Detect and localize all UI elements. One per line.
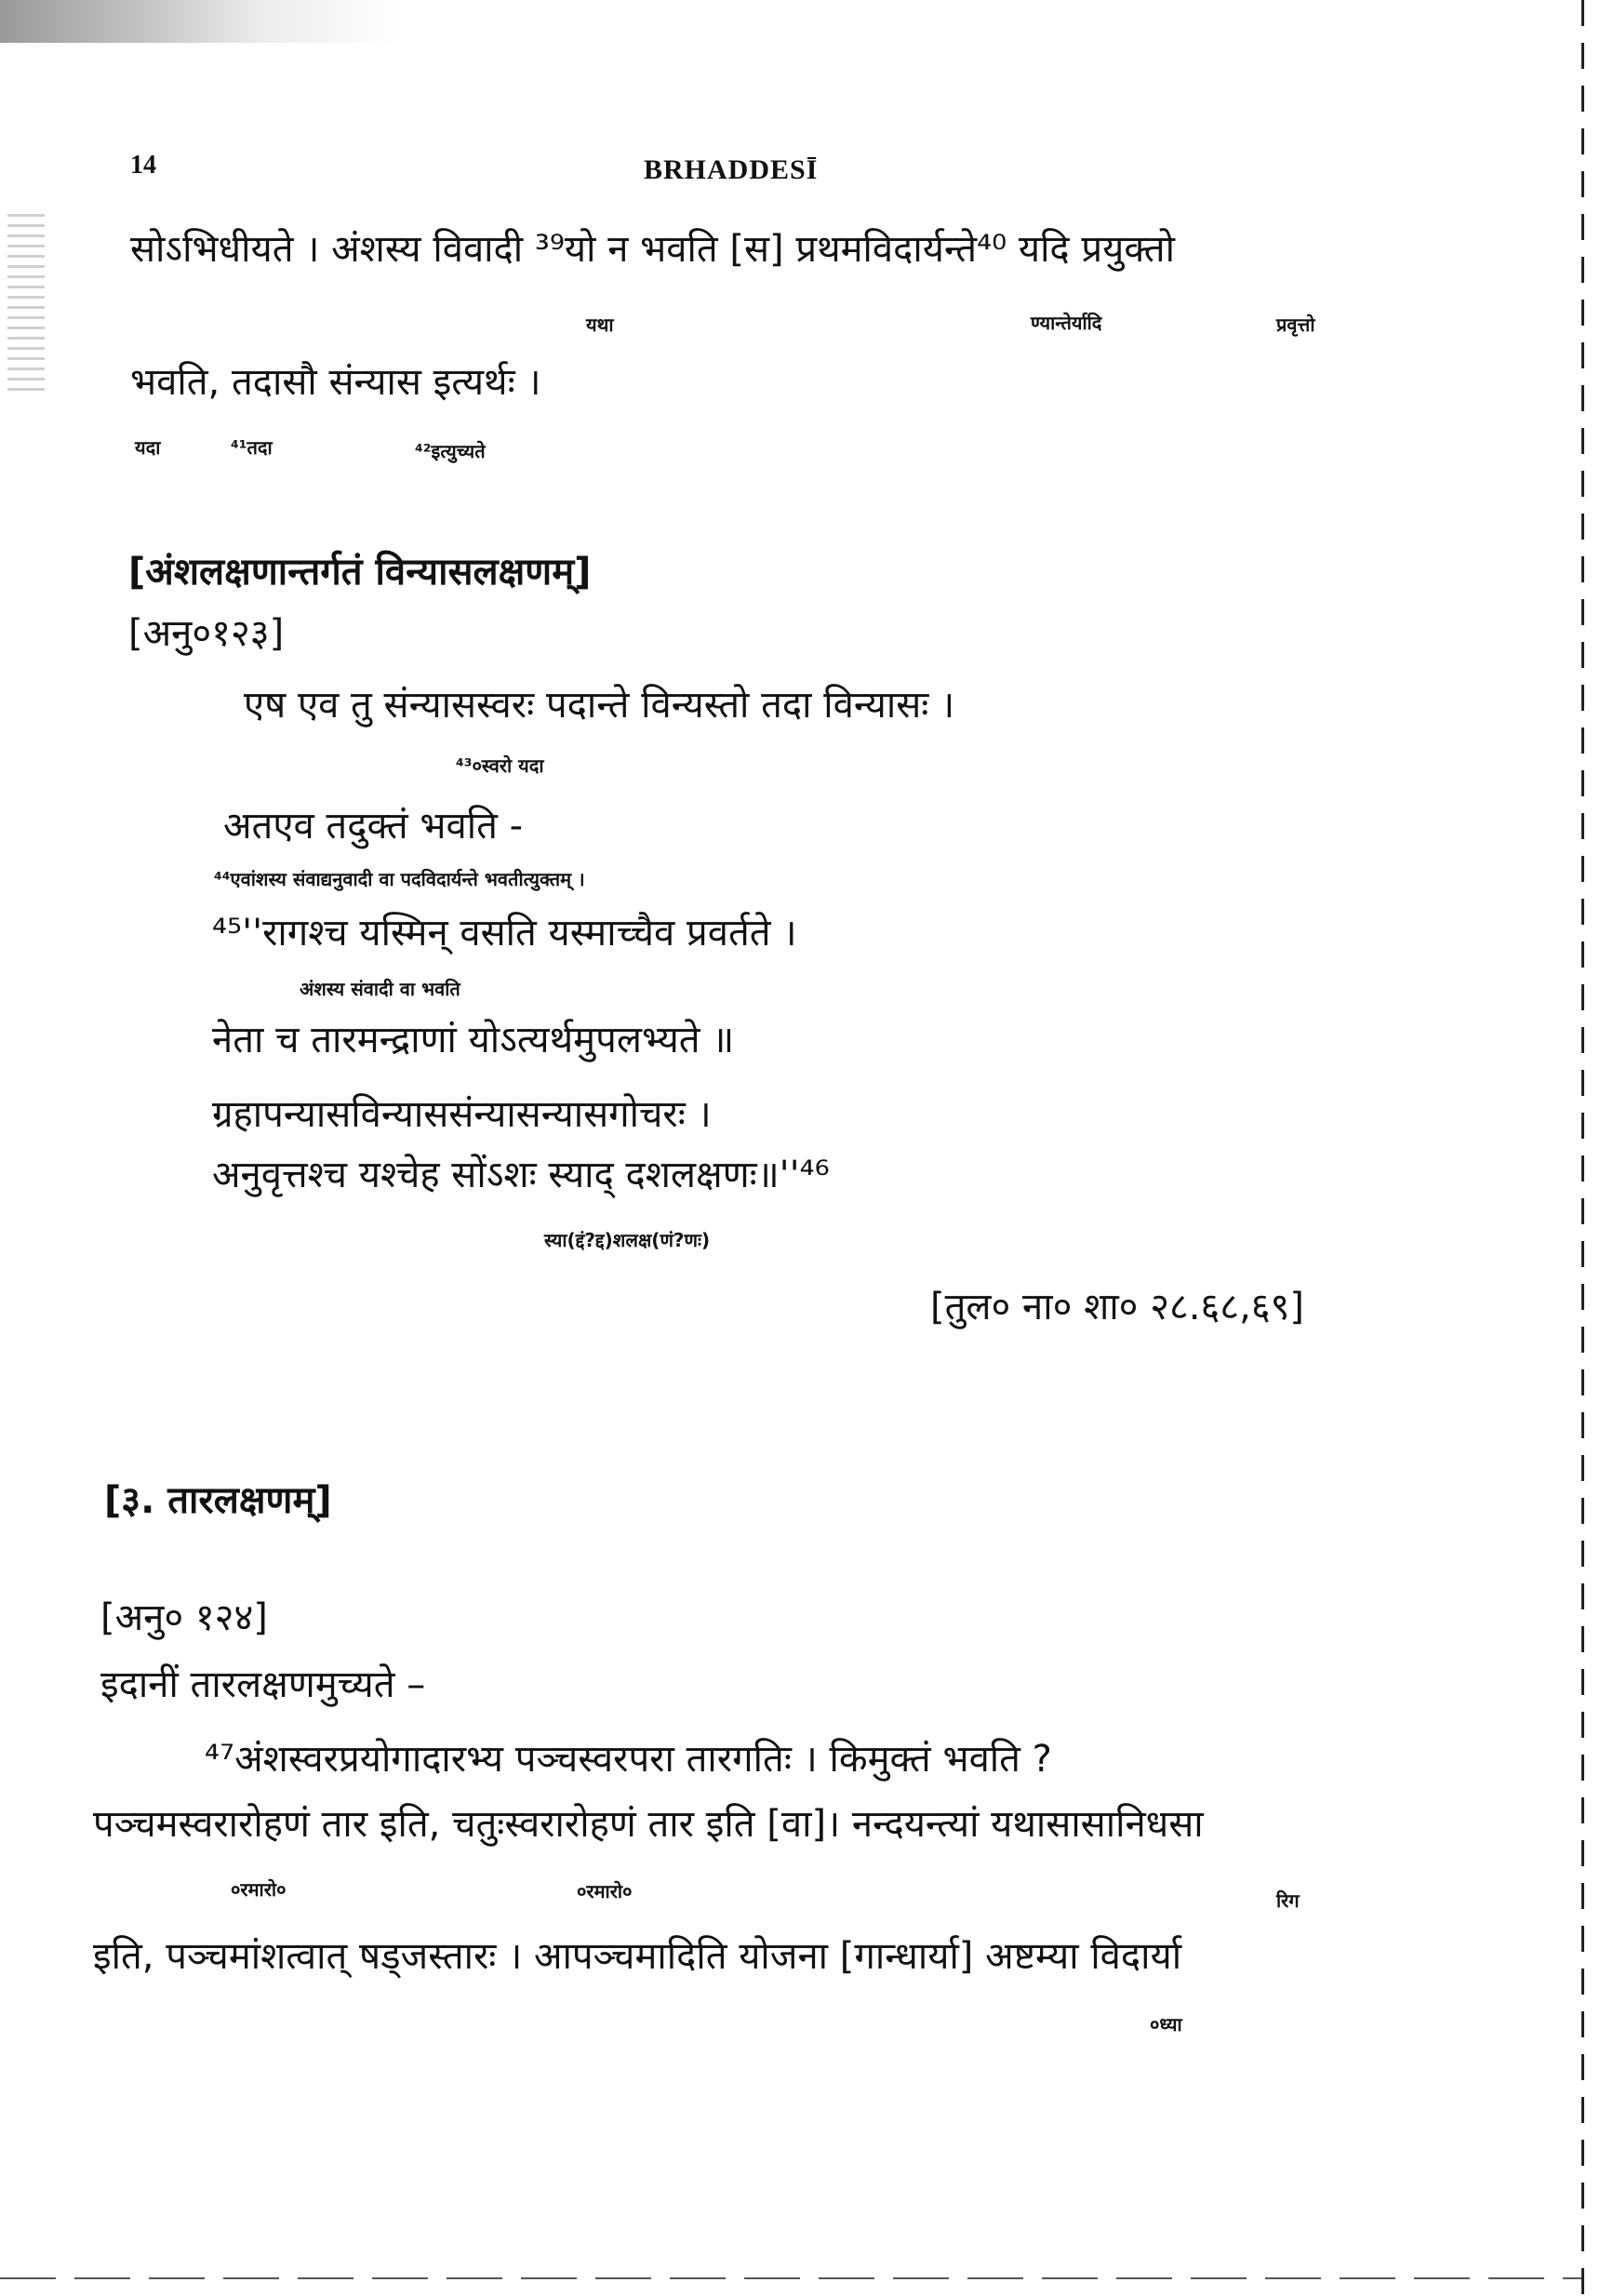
text-line: [अनु०१२३] bbox=[128, 612, 285, 655]
marginal-note: स्या(द्दं?द्द)शलक्ष(णं?णः) bbox=[544, 1229, 711, 1251]
page-number: 14 bbox=[130, 151, 156, 180]
marginal-note: अंशस्य संवादी वा भवति bbox=[300, 978, 460, 1000]
marginal-note: यथा bbox=[586, 314, 614, 336]
verse-line: एष एव तु संन्यासस्वरः पदान्ते विन्यस्तो तदा विन्यासः । bbox=[244, 684, 955, 727]
verse-line: ग्रहापन्यासविन्याससंन्यासन्यासगोचरः । bbox=[212, 1093, 712, 1136]
marginal-note: ⁴⁴एवांशस्य संवाद्यनुवादी वा पदविदार्यन्ते भवतीत्युक्तम् । bbox=[214, 868, 585, 890]
text-line: सोऽभिधीयते । अंशस्य विवादी ³⁹यो न भवति [स] प्रथमविदार्यन्ते⁴⁰ यदि प्रयुक्तो bbox=[130, 228, 1175, 271]
running-title: BRHADDESĪ bbox=[644, 154, 819, 185]
scan-smudge bbox=[0, 0, 400, 43]
marginal-note: प्रवृत्तो bbox=[1276, 314, 1315, 336]
page-edge-right bbox=[1581, 0, 1584, 2296]
marginal-note: यदा bbox=[135, 436, 161, 459]
text-line: इदानीं तारलक्षणमुच्यते – bbox=[100, 1663, 426, 1706]
marginal-note: ⁴³०स्वरो यदा bbox=[456, 754, 544, 777]
marginal-note: ⁴¹तदा bbox=[231, 436, 273, 459]
page-edge-bottom bbox=[0, 2277, 1581, 2279]
text-line: ⁴⁷अंशस्वरप्रयोगादारभ्य पञ्चस्वरपरा तारगतिः । किमुक्तं भवति ? bbox=[205, 1738, 1052, 1781]
verse-line: ⁴⁵''रागश्च यस्मिन् वसति यस्माच्चैव प्रवर्तते । bbox=[212, 912, 797, 954]
text-line: इति, पञ्चमांशत्वात् षड्जस्तारः । आपञ्चमादिति योजना [गान्धार्या] अष्टम्या विदार्या bbox=[93, 1935, 1182, 1978]
text-line: पञ्चमस्वरारोहणं तार इति, चतुःस्वरारोहणं तार इति [वा]। नन्दयन्त्यां यथासासानिधसा bbox=[93, 1803, 1204, 1846]
section-heading: [३. तारलक्षणम्] bbox=[104, 1479, 332, 1522]
marginal-note: ०रमारो० bbox=[577, 1880, 633, 1902]
verse-line: नेता च तारमन्द्राणां योऽत्यर्थमुपलभ्यते ॥ bbox=[212, 1019, 735, 1061]
marginal-note: ०ध्या bbox=[1150, 2013, 1182, 2036]
marginal-note: रिग bbox=[1276, 1889, 1300, 1912]
text-line: भवति, तदासौ संन्यास इत्यर्थः । bbox=[130, 361, 541, 404]
verse-line: अनुवृत्तश्च यश्चेह सोंऽशः स्याद् दशलक्षणः॥''⁴⁶ bbox=[212, 1154, 830, 1196]
reference-line: [तुल० ना० शा० २८.६८,६९] bbox=[930, 1286, 1305, 1328]
text-line: अतएव तदुक्तं भवति - bbox=[223, 805, 524, 848]
marginal-note: ०रमारो० bbox=[231, 1878, 287, 1901]
marginal-note: ⁴²इत्युच्यते bbox=[415, 440, 486, 462]
text-line: [अनु० १२४] bbox=[100, 1596, 268, 1639]
marginal-note: ण्यान्तेर्यादि bbox=[1031, 312, 1102, 334]
scan-speckle bbox=[7, 214, 45, 391]
section-heading: [अंशलक्षणान्तर्गतं विन्यासलक्षणम्] bbox=[128, 551, 592, 594]
